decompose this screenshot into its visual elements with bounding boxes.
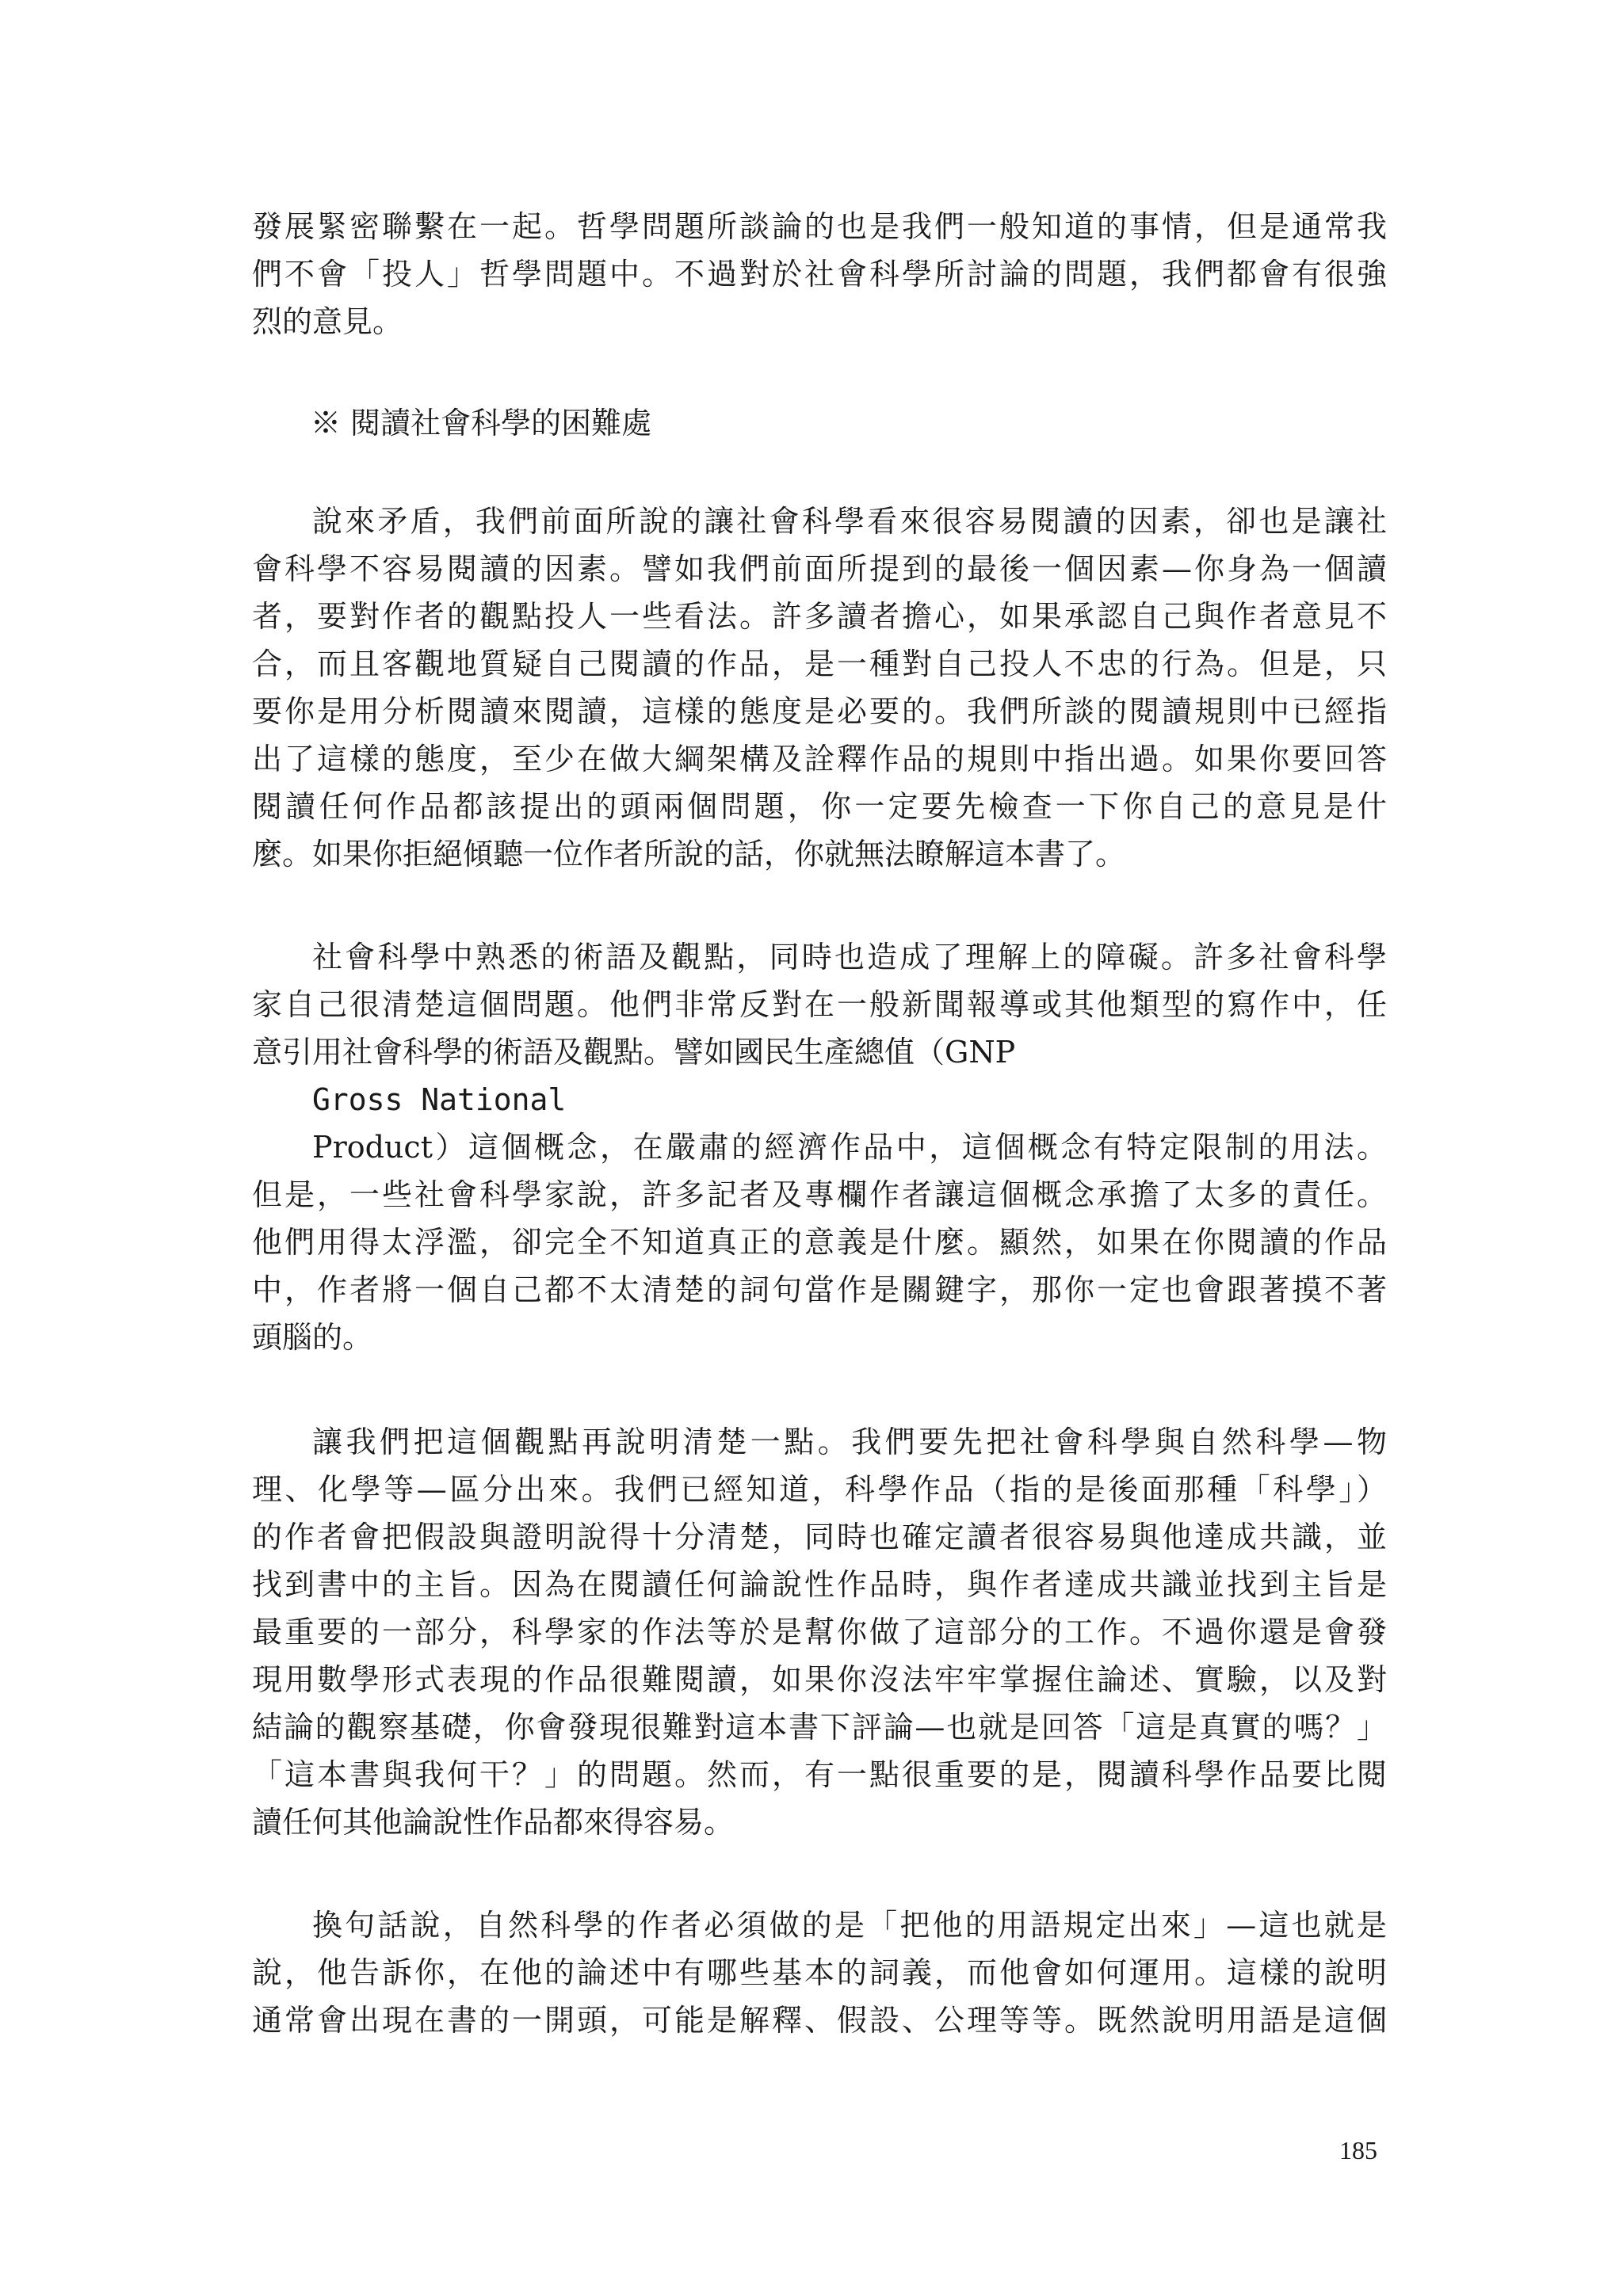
p3-line-1: 社會科學中熟悉的術語及觀點，同時也造成了理解上的障礙。許多社會科學: [312, 940, 1387, 974]
p4-line-2: 理、化學等—區分出來。我們已經知道，科學作品（指的是後面那種「科學」）: [252, 1472, 1387, 1507]
p2-line-3: 者，要對作者的觀點投人一些看法。許多讀者擔心，如果承認自己與作者意見不: [252, 599, 1387, 634]
p1-line-2: 們不會「投人」哲學問題中。不過對於社會科學所討論的問題，我們都會有很強: [252, 257, 1387, 292]
p3-line-7: 他們用得太浮濫，卻完全不知道真正的意義是什麼。顯然，如果在你閱讀的作品: [252, 1225, 1387, 1260]
p3-line-2: 家自己很清楚這個問題。他們非常反對在一般新聞報導或其他類型的寫作中，任: [252, 987, 1387, 1022]
p4-line-7: 結論的觀察基礎，你會發現很難對這本書下評論—也就是回答「這是真實的嗎？」: [252, 1710, 1387, 1745]
p5-line-2: 說，他告訴你，在他的論述中有哪些基本的詞義，而他會如何運用。這樣的說明: [252, 1955, 1387, 1990]
p4-line-5: 最重要的一部分，科學家的作法等於是幫你做了這部分的工作。不過你還是會發: [252, 1615, 1387, 1650]
p3-line-4: Gross National: [312, 1082, 567, 1117]
p4-line-8: 「這本書與我何干？」的問題。然而，有一點很重要的是，閱讀科學作品要比閱: [252, 1757, 1387, 1792]
page-number: 185: [1339, 2136, 1377, 2164]
p2-line-4: 合，而且客觀地質疑自己閱讀的作品，是一種對自己投人不忠的行為。但是，只: [252, 646, 1387, 681]
p2-line-1: 說來矛盾，我們前面所說的讓社會科學看來很容易閱讀的因素，卻也是讓社: [312, 504, 1387, 539]
section-heading: ※ 閱讀社會科學的困難處: [311, 406, 652, 441]
p2-line-7: 閱讀任何作品都該提出的頭兩個問題，你一定要先檢查一下你自己的意見是什: [252, 789, 1387, 824]
p1-line-1: 發展緊密聯繫在一起。哲學問題所談論的也是我們一般知道的事情，但是通常我: [252, 209, 1387, 244]
p2-line-5: 要你是用分析閱讀來閱讀，這樣的態度是必要的。我們所談的閱讀規則中已經指: [252, 694, 1387, 729]
p4-line-4: 找到書中的主旨。因為在閱讀任何論說性作品時，與作者達成共識並找到主旨是: [252, 1567, 1387, 1602]
p3-line-6: 但是，一些社會科學家說，許多記者及專欄作者讓這個概念承擔了太多的責任。: [252, 1177, 1387, 1212]
p1-line-3: 烈的意見。: [252, 304, 403, 339]
p3-line-3: 意引用社會科學的術語及觀點。譬如國民生產總值（GNP: [252, 1035, 1016, 1070]
p4-line-1: 讓我們把這個觀點再說明清楚一點。我們要先把社會科學與自然科學—物: [312, 1425, 1387, 1459]
p4-line-3: 的作者會把假設與證明說得十分清楚，同時也確定讀者很容易與他達成共識，並: [252, 1520, 1387, 1554]
p5-line-3: 通常會出現在書的一開頭，可能是解釋、假設、公理等等。既然說明用語是這個: [252, 2003, 1387, 2038]
p2-line-2: 會科學不容易閱讀的因素。譬如我們前面所提到的最後一個因素—你身為一個讀: [252, 551, 1387, 586]
p3-line-8: 中，作者將一個自己都不太清楚的詞句當作是關鍵字，那你一定也會跟著摸不著: [252, 1272, 1387, 1307]
p2-line-8: 麼。如果你拒絕傾聽一位作者所說的話，你就無法瞭解這本書了。: [252, 837, 1126, 871]
p5-line-1: 換句話說，自然科學的作者必須做的是「把他的用語規定出來」—這也就是: [312, 1908, 1387, 1943]
p4-line-9: 讀任何其他論說性作品都來得容易。: [252, 1805, 735, 1840]
p2-line-6: 出了這樣的態度，至少在做大綱架構及詮釋作品的規則中指出過。如果你要回答: [252, 742, 1387, 776]
p4-line-6: 現用數學形式表現的作品很難閱讀，如果你沒法牢牢掌握住論述、實驗，以及對: [252, 1662, 1387, 1697]
p3-line-5: Product）這個概念，在嚴肅的經濟作品中，這個概念有特定限制的用法。: [312, 1130, 1387, 1165]
p3-line-9: 頭腦的。: [252, 1320, 373, 1355]
